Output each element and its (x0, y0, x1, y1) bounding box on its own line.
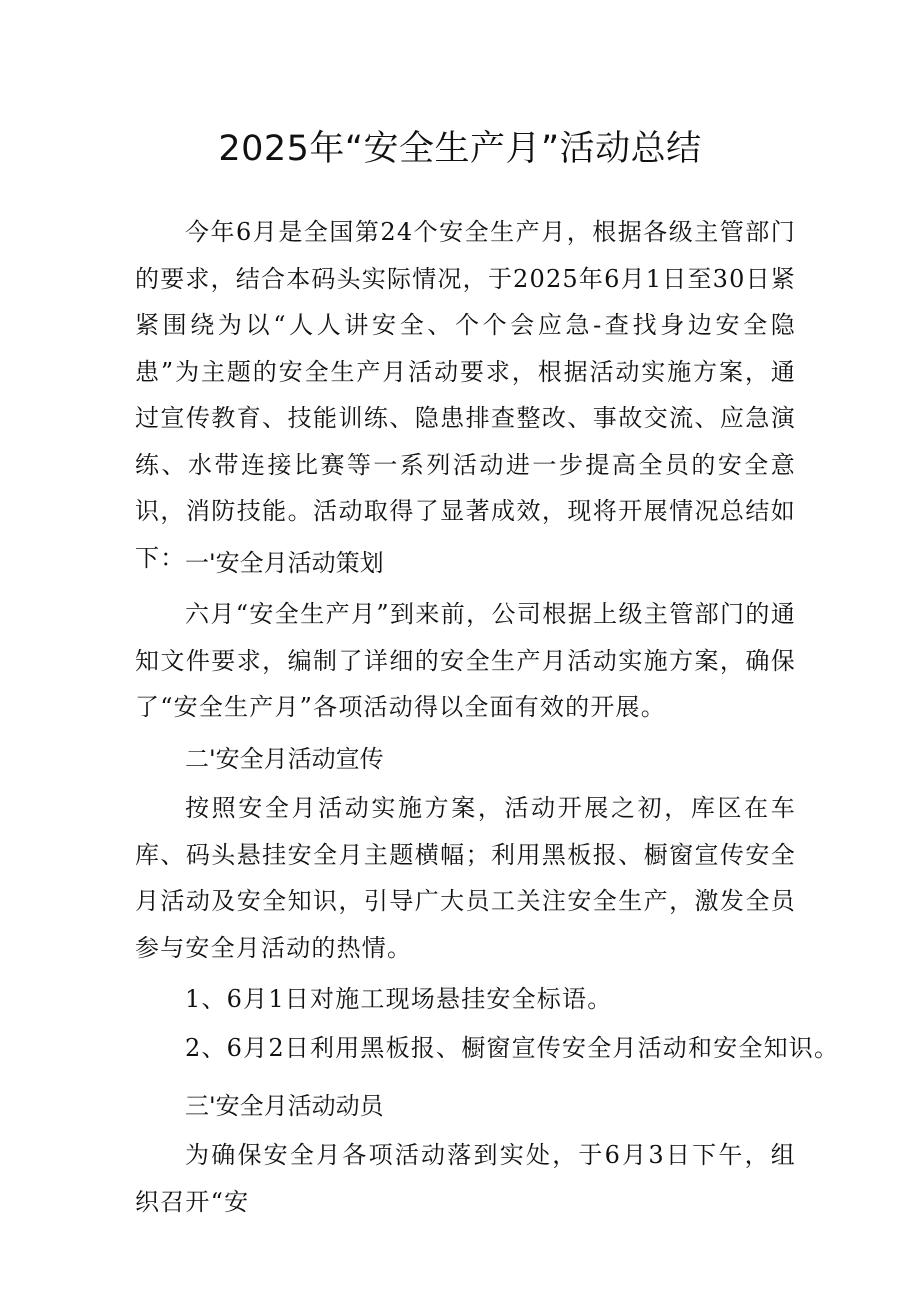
section-paragraph-planning: 六月“安全生产月”到来前，公司根据上级主管部门的通知文件要求，编制了详细的安全生产月活动实施方案，确保了“安全生产月”各项活动得以全面有效的开展。 (135, 600, 796, 721)
document-title: 2025年“安全生产月”活动总结 (218, 129, 702, 169)
list-item: 1、6月1日对施工现场悬挂安全标语。 (185, 985, 613, 1013)
section-heading-planning: 一'安全月活动策划 (185, 549, 384, 577)
list-item: 2、6月2日利用黑板报、橱窗宣传安全月活动和安全知识。 (185, 1034, 840, 1062)
section-paragraph-publicity: 按照安全月活动实施方案，活动开展之初，库区在车库、码头悬挂安全月主题横幅；利用黑板报、橱窗宣传安全月活动及安全知识，引导广大员工关注安全生产，激发全员参与安全月活动的热情。 (135, 794, 796, 962)
section-heading-mobilization: 三'安全月活动动员 (185, 1092, 384, 1120)
section-heading-publicity: 二'安全月活动宣传 (185, 745, 384, 773)
section-paragraph-mobilization: 为确保安全月各项活动落到实处，于6月3日下午，组织召开“安 (135, 1141, 796, 1216)
intro-paragraph: 今年6月是全国第24个安全生产月，根据各级主管部门的要求，结合本码头实际情况，于2025年6月1日至30日紧紧围绕为以“人人讲安全、个个会应急-查找身边安全隐患”为主题的安全生产月活动要求，根据活动实施方案，通过宣传教育、技能训练、隐患排查整改、事故交流、应急演练、水带连接比赛等一系列活动进一步提高全员的安全意识，消防技能。活动取得了显著成效，现将开展情况总结如下： (135, 218, 796, 572)
